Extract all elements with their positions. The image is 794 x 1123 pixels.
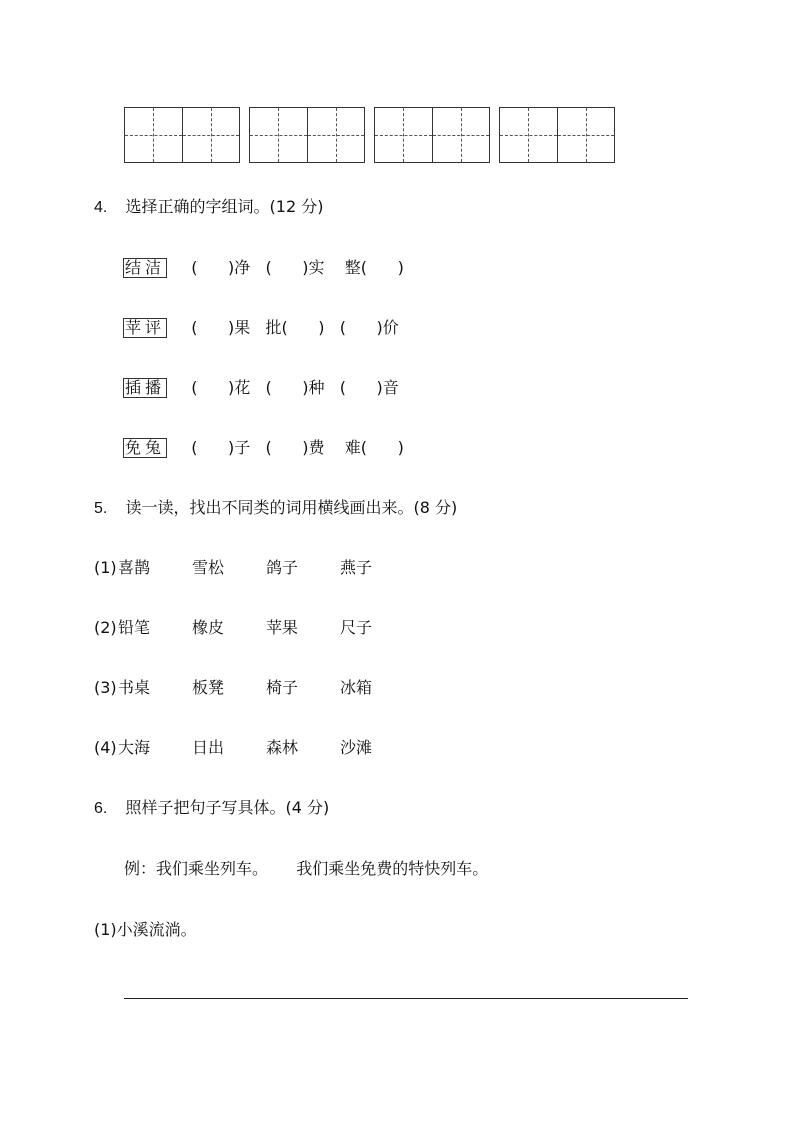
q4-blanks[interactable]: ( )净 ( )实 整( ): [191, 258, 404, 277]
q4-title: 选择正确的字组词。(12 分): [125, 197, 324, 216]
q5-word[interactable]: 燕子: [340, 558, 373, 577]
q5-item-label: (2): [94, 618, 117, 637]
q6-answer-line[interactable]: [124, 998, 688, 999]
q5-item-label: (3): [94, 678, 117, 697]
writing-cell[interactable]: [375, 108, 432, 162]
q6-example-sentence: 例：我们乘坐列车。: [124, 859, 269, 878]
q6-title: 照样子把句子写具体。(4 分): [125, 798, 330, 817]
q5-word[interactable]: 喜鹊: [118, 558, 151, 577]
writing-cell[interactable]: [182, 108, 239, 162]
writing-box-group-1[interactable]: [124, 107, 240, 163]
q5-word[interactable]: 尺子: [340, 618, 373, 637]
q6-example-answer: 我们乘坐免费的特快列车。: [296, 859, 489, 878]
q4-char-pair: 结洁: [125, 258, 166, 277]
q5-word[interactable]: 铅笔: [118, 618, 151, 637]
q5-word[interactable]: 森林: [266, 738, 299, 757]
q5-word[interactable]: 日出: [192, 738, 225, 757]
q4-row-3: [123, 378, 399, 398]
q5-word[interactable]: 书桌: [118, 678, 151, 697]
q5-word[interactable]: 椅子: [266, 678, 299, 697]
writing-box-group-2[interactable]: [249, 107, 365, 163]
q4-row-1: [123, 258, 404, 278]
q6-item-1: (1)小溪流淌。: [94, 920, 197, 939]
q5-word[interactable]: 沙滩: [340, 738, 373, 757]
q5-heading: [94, 498, 457, 519]
writing-cell[interactable]: [250, 108, 307, 162]
q5-number: 5.: [94, 500, 108, 517]
writing-cell[interactable]: [432, 108, 489, 162]
q5-word[interactable]: 橡皮: [192, 618, 225, 637]
q5-title: 读一读，找出不同类的词用横线画出来。(8 分): [125, 498, 458, 517]
q5-word[interactable]: 鸽子: [266, 558, 299, 577]
q4-blanks[interactable]: ( )子 ( )费 难( ): [191, 438, 404, 457]
q4-char-pair: 免兔: [125, 438, 166, 457]
q6-heading: [94, 798, 329, 819]
q4-row-2: [123, 318, 399, 338]
writing-box-group-3[interactable]: [374, 107, 490, 163]
q6-example: [124, 859, 488, 879]
writing-cell[interactable]: [307, 108, 364, 162]
writing-cell[interactable]: [557, 108, 614, 162]
q4-blanks[interactable]: ( )果 批( ) ( )价: [191, 318, 399, 337]
q5-item-label: (1): [94, 558, 117, 577]
q5-word[interactable]: 冰箱: [340, 678, 373, 697]
q4-number: 4.: [94, 199, 108, 216]
q4-blanks[interactable]: ( )花 ( )种 ( )音: [191, 378, 399, 397]
writing-cell[interactable]: [500, 108, 557, 162]
writing-box-group-4[interactable]: [499, 107, 615, 163]
q6-number: 6.: [94, 800, 108, 817]
q4-char-pair: 苹评: [125, 318, 166, 337]
q4-heading: [94, 197, 323, 218]
q4-row-4: [123, 438, 404, 458]
q5-item-label: (4): [94, 738, 117, 757]
writing-cell[interactable]: [125, 108, 182, 162]
q5-word[interactable]: 苹果: [266, 618, 299, 637]
q5-word[interactable]: 雪松: [192, 558, 225, 577]
q5-word[interactable]: 板凳: [192, 678, 225, 697]
q5-word[interactable]: 大海: [118, 738, 151, 757]
q4-char-pair: 插播: [125, 378, 166, 397]
